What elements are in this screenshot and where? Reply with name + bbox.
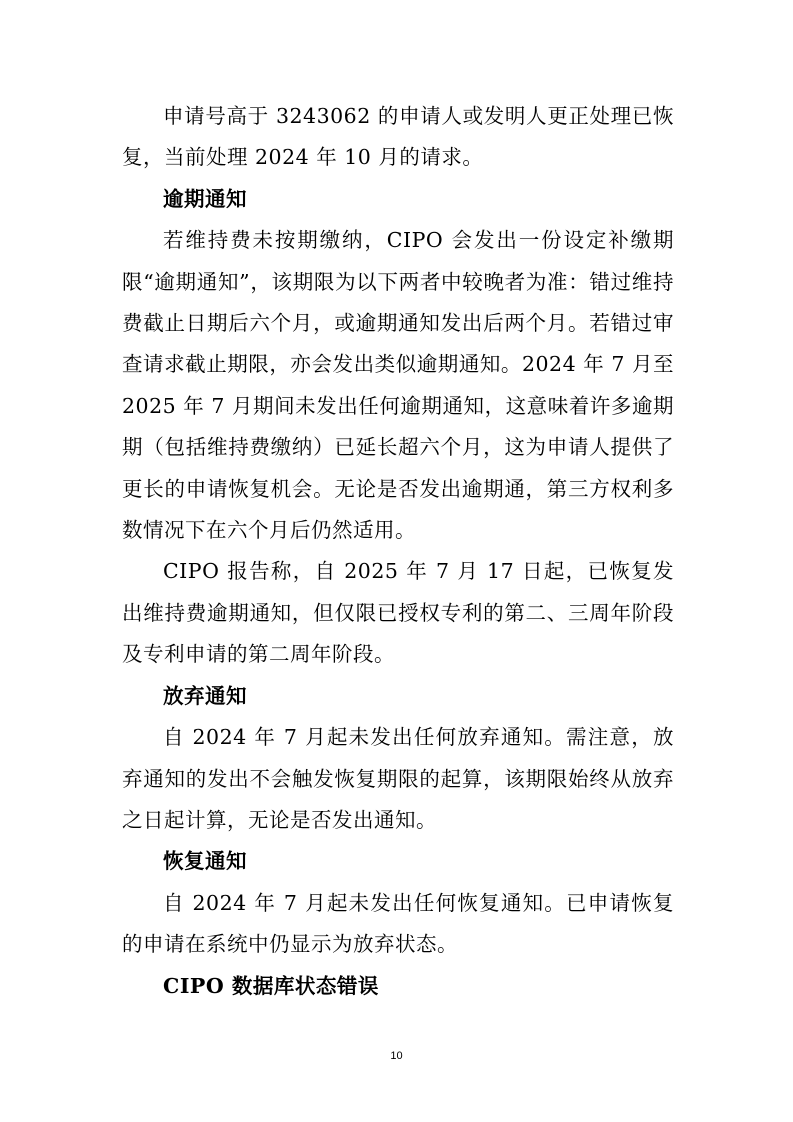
paragraph-reinstatement-notice: 自 2024 年 7 月起未发出任何恢复通知。已申请恢复的申请在系统中仍显示为放弃状态。 — [122, 890, 674, 957]
heading-abandonment-notice: 放弃通知 — [163, 683, 247, 708]
paragraph-overdue-notice: 若维持费未按期缴纳，CIPO 会发出一份设定补缴期限“逾期通知”，该期限为以下两者中较晚者为准：错过维持费截止日期后六个月，或逾期通知发出后两个月。若错过审查请求截止期限，亦会发出类似逾期通知。2024 年 7 月至 2025 年 7 月期间未发出任何逾期通知，这意味着许多逾期期（包括维持费缴纳）已延长超六个月，这为申请人提供了更长的申请恢复机会。无论是否发出逾期通，第三方权利多数情况下在六个月后仍然适用。 — [122, 228, 674, 543]
paragraph-applicant-correction: 申请号高于 3243062 的申请人或发明人更正处理已恢复，当前处理 2024 年 10 月的请求。 — [122, 104, 674, 170]
page-number: 10 — [390, 1050, 403, 1062]
heading-overdue-notice: 逾期通知 — [163, 186, 247, 211]
paragraph-cipo-report: CIPO 报告称，自 2025 年 7 月 17 日起，已恢复发出维持费逾期通知，但仅限已授权专利的第二、三周年阶段及专利申请的第二周年阶段。 — [122, 559, 674, 667]
page-body — [122, 96, 674, 1007]
paragraph-abandonment-notice: 自 2024 年 7 月起未发出任何放弃通知。需注意，放弃通知的发出不会触发恢复期限的起算，该期限始终从放弃之日起计算，无论是否发出通知。 — [122, 725, 674, 832]
heading-reinstatement-notice: 恢复通知 — [163, 849, 247, 874]
heading-cipo-database-errors: CIPO 数据库状态错误 — [163, 973, 379, 998]
